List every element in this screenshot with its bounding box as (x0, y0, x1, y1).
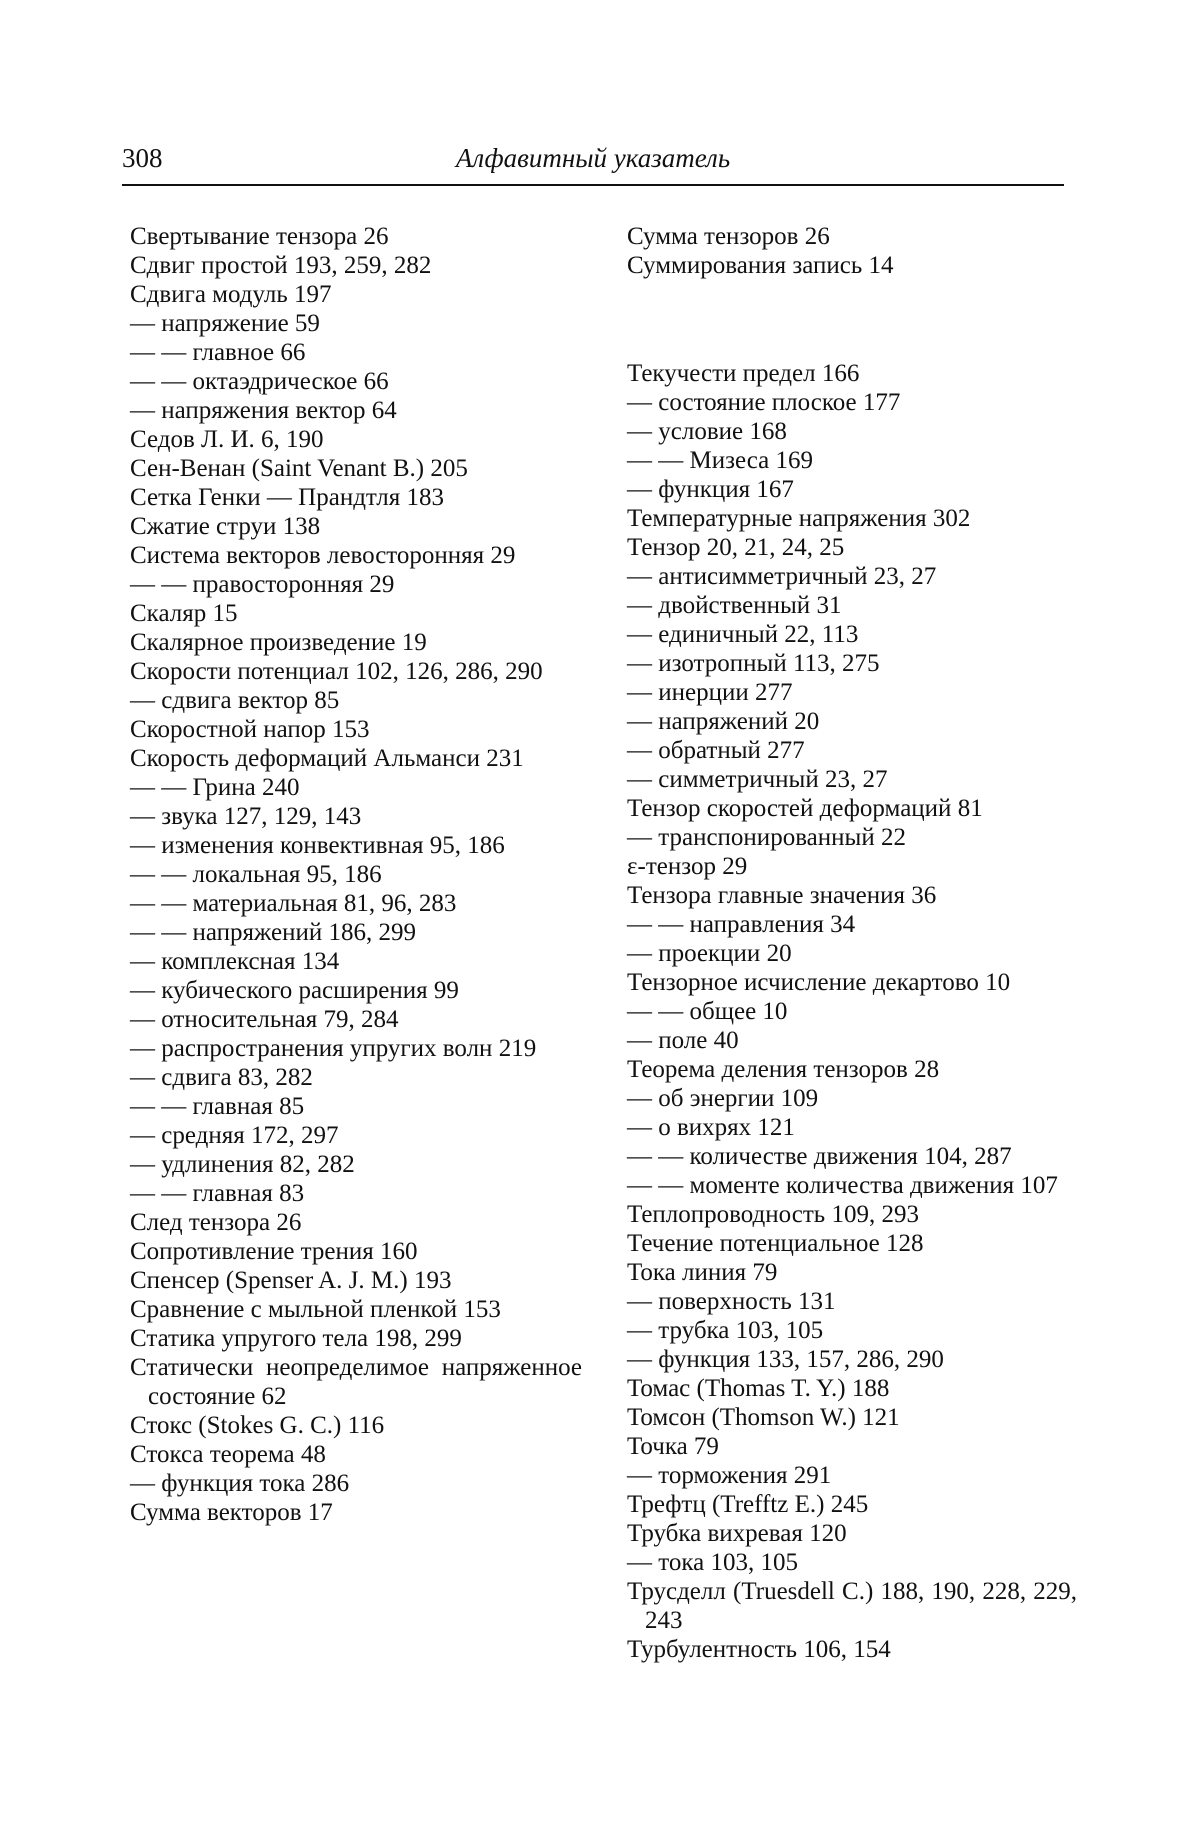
index-entry: — — локальная 95, 186 (130, 861, 382, 888)
index-entry: — транспонированный 22 (627, 824, 906, 851)
index-entry: — проекции 20 (627, 940, 792, 967)
index-entry: — функция 167 (627, 476, 794, 503)
index-entry: След тензора 26 (130, 1209, 302, 1236)
index-entry: Скаляр 15 (130, 600, 238, 627)
index-entry: — — моменте количества движения 107 (627, 1172, 1058, 1199)
index-entry: Томсон (Thomson W.) 121 (627, 1404, 900, 1431)
index-entry: Скорость деформаций Альманси 231 (130, 745, 524, 772)
index-entry: — трубка 103, 105 (627, 1317, 824, 1344)
index-entry: Сжатие струи 138 (130, 513, 321, 540)
index-entry: — — материальная 81, 96, 283 (130, 890, 457, 917)
page-header (122, 138, 1064, 178)
index-entry: Статика упругого тела 198, 299 (130, 1325, 462, 1352)
index-entry: — торможения 291 (627, 1462, 832, 1489)
index-entry: Тензорное исчисление декартово 10 (627, 969, 1011, 996)
index-entry: Скоростной напор 153 (130, 716, 370, 743)
index-entry: Сетка Генки — Прандтля 183 (130, 484, 444, 511)
index-entry: — изотропный 113, 275 (627, 650, 880, 677)
index-entry: Точка 79 (627, 1433, 719, 1460)
index-entry: Томас (Thomas T. Y.) 188 (627, 1375, 890, 1402)
index-entry: Тензор скоростей деформаций 81 (627, 795, 983, 822)
index-entry: Сен-Венан (Saint Venant B.) 205 (130, 455, 468, 482)
index-entry: — изменения конвективная 95, 186 (130, 832, 505, 859)
index-entry: — комплексная 134 (130, 948, 340, 975)
index-entry: Статически неопределимое напряженное состояние 62 (130, 1354, 582, 1410)
index-entry: — звука 127, 129, 143 (130, 803, 362, 830)
index-entry: — удлинения 82, 282 (130, 1151, 355, 1178)
index-entry: Теорема деления тензоров 28 (627, 1056, 940, 1083)
index-entry: Турбулентность 106, 154 (627, 1636, 891, 1663)
index-entry: — единичный 22, 113 (627, 621, 859, 648)
index-entry: Труcделл (Truesdell C.) 188, 190, 228, 229, 243 (627, 1578, 1077, 1634)
index-column-left (130, 222, 582, 1527)
index-entry: Текучести предел 166 (627, 360, 860, 387)
running-title: Алфавитный указатель (455, 143, 731, 173)
index-entry: Тензора главные значения 36 (627, 882, 937, 909)
index-entry: — поле 40 (627, 1027, 739, 1054)
index-entry: Сдвиг простой 193, 259, 282 (130, 252, 432, 279)
index-entry: — антисимметричный 23, 27 (627, 563, 937, 590)
index-entry: — — Грина 240 (130, 774, 300, 801)
index-entry: — об энергии 109 (627, 1085, 819, 1112)
index-entry: — состояние плоское 177 (627, 389, 901, 416)
index-entry: Сопротивление трения 160 (130, 1238, 418, 1265)
index-entry: — кубического расширения 99 (130, 977, 459, 1004)
entry-gap (627, 305, 1077, 334)
index-entry: — о вихрях 121 (627, 1114, 795, 1141)
index-entry: Температурные напряжения 302 (627, 505, 971, 532)
header-rule (122, 184, 1064, 186)
index-entry: — функция тока 286 (130, 1470, 350, 1497)
index-entry: — обратный 277 (627, 737, 805, 764)
page-number: 308 (122, 143, 163, 173)
index-entry: — сдвига вектор 85 (130, 687, 340, 714)
index-entry: Тока линия 79 (627, 1259, 778, 1286)
index-entry: — — количестве движения 104, 287 (627, 1143, 1012, 1170)
index-entry: Стокс (Stokes G. C.) 116 (130, 1412, 385, 1439)
index-entry: Трубка вихревая 120 (627, 1520, 847, 1547)
index-entry: — условие 168 (627, 418, 787, 445)
index-column-right (627, 222, 1077, 1664)
index-entry: ε-тензор 29 (627, 853, 748, 880)
index-entry: — напряжений 20 (627, 708, 820, 735)
index-entry: — симметричный 23, 27 (627, 766, 888, 793)
index-entry: — двойственный 31 (627, 592, 842, 619)
index-entry: — — Мизеса 169 (627, 447, 813, 474)
index-entry: Свертывание тензора 26 (130, 223, 389, 250)
index-entry: Седов Л. И. 6, 190 (130, 426, 324, 453)
index-entry: Теплопроводность 109, 293 (627, 1201, 919, 1228)
index-entry: — — направления 34 (627, 911, 856, 938)
index-entry: Система векторов левосторонняя 29 (130, 542, 516, 569)
index-entry: — относительная 79, 284 (130, 1006, 399, 1033)
index-entry: — распространения упругих волн 219 (130, 1035, 537, 1062)
index-entry: Стокса теорема 48 (130, 1441, 326, 1468)
index-entry: — функция 133, 157, 286, 290 (627, 1346, 944, 1373)
index-entry: Суммирования запись 14 (627, 252, 894, 279)
index-entry: — — главное 66 (130, 339, 306, 366)
index-entry: Скалярное произведение 19 (130, 629, 427, 656)
index-entry: — напряжения вектор 64 (130, 397, 397, 424)
index-entry: — сдвига 83, 282 (130, 1064, 313, 1091)
index-entry: — — главная 85 (130, 1093, 305, 1120)
index-entry: — — общее 10 (627, 998, 788, 1025)
index-entry: Скорости потенциал 102, 126, 286, 290 (130, 658, 543, 685)
index-entry: — поверхность 131 (627, 1288, 836, 1315)
index-entry: Тензор 20, 21, 24, 25 (627, 534, 845, 561)
index-entry: Спенсер (Spenser A. J. M.) 193 (130, 1267, 452, 1294)
index-entry: — — правосторонняя 29 (130, 571, 395, 598)
index-entry: Сдвига модуль 197 (130, 281, 332, 308)
index-entry: — напряжение 59 (130, 310, 320, 337)
index-entry: — инерции 277 (627, 679, 793, 706)
index-entry: — средняя 172, 297 (130, 1122, 339, 1149)
index-entry: — — напряжений 186, 299 (130, 919, 416, 946)
index-entry: Сумма тензоров 26 (627, 223, 830, 250)
index-entry: — тока 103, 105 (627, 1549, 798, 1576)
index-entry: Сумма векторов 17 (130, 1499, 333, 1526)
index-entry: — — октаэдрическое 66 (130, 368, 389, 395)
index-entry: Течение потенциальное 128 (627, 1230, 924, 1257)
index-entry: Трефтц (Trefftz E.) 245 (627, 1491, 869, 1518)
index-entry: — — главная 83 (130, 1180, 305, 1207)
index-entry: Сравнение с мыльной пленкой 153 (130, 1296, 501, 1323)
